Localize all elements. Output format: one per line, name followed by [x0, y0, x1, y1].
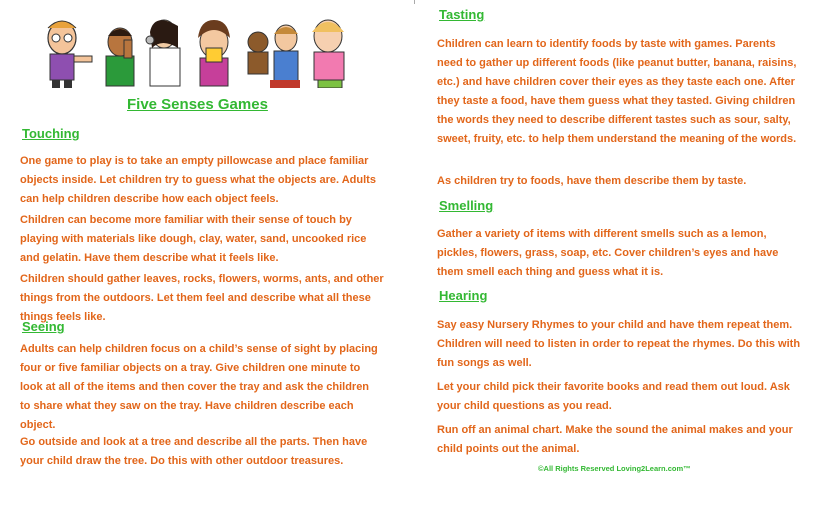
- column-divider: [414, 0, 415, 4]
- hearing-paragraph-2: Let your child pick their favorite books and read them out loud. Ask your child questions as you read.: [437, 381, 790, 412]
- hearing-paragraph-3: Run off an animal chart. Make the sound the animal makes and your child points out the animal.: [437, 424, 793, 455]
- right-column: [437, 0, 807, 510]
- copyright-notice: ©All Rights Reserved Loving2Learn.com™: [538, 464, 691, 473]
- seeing-paragraph-2: Go outside and look at a tree and describe all the parts. Then have your child draw the tree. Do this with other outdoor treasures.: [20, 436, 368, 467]
- smelling-paragraph-1: Gather a variety of items with different smells such as a lemon, pickles, flowers, grass, soap, etc. Cover children’s eyes and have them smell each thing and guess what it is.: [437, 228, 779, 278]
- smelling-heading: Smelling: [439, 198, 494, 213]
- tasting-heading: Tasting: [439, 7, 485, 22]
- seeing-heading: Seeing: [22, 319, 65, 334]
- tasting-paragraph-1: Children can learn to identify foods by taste with games. Parents need to gather up different foods (like peanut butter, banana, raisins, etc.) and have children cover their eyes as they taste each one. After they taste a food, have them guess what they tasted. Giving children the words they need to describe different tastes such as sour, salty, sweet, fruity, etc. to help them understand the meaning of the words.: [437, 38, 797, 145]
- touching-paragraph-3: Children should gather leaves, rocks, flowers, worms, ants, and other things from the outdoors. Let them feel and describe what all these things feels like.: [20, 273, 384, 323]
- hearing-heading: Hearing: [439, 288, 488, 303]
- touching-heading: Touching: [22, 126, 80, 141]
- touching-paragraph-1: One game to play is to take an empty pillowcase and place familiar objects inside. Let children try to guess what the objects are. Adults can help children describe how each object feels.: [20, 155, 376, 205]
- hearing-paragraph-1: Say easy Nursery Rhymes to your child and have them repeat them. Children will need to listen in order to repeat the rhymes. Do this with fun songs as well.: [437, 319, 801, 369]
- left-column: [20, 0, 390, 510]
- touching-paragraph-2: Children can become more familiar with their sense of touch by playing with materials like dough, clay, water, sand, uncooked rice and gelatin. Have them describe what it feels like.: [20, 214, 367, 264]
- seeing-paragraph-1: Adults can help children focus on a child’s sense of sight by placing four or five familiar objects on a tray. Give children one minute to look at all of the items and then cover the tray and ask the children to share what they saw on the tray. Have children describe each object.: [20, 343, 378, 431]
- page-title: Five Senses Games: [127, 96, 268, 113]
- tasting-paragraph-2: As children try to foods, have them describe them by taste.: [437, 175, 747, 187]
